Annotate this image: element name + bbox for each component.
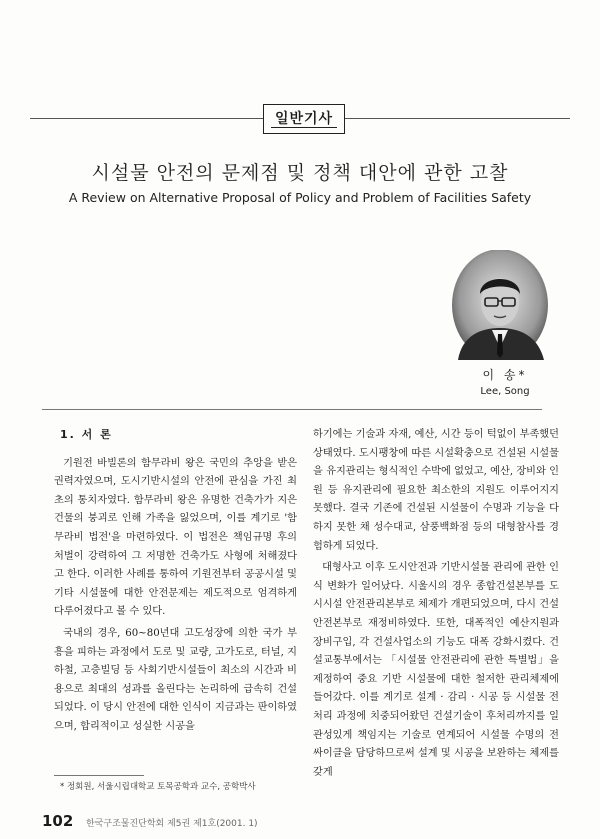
- section-heading: 1. 서 론: [60, 428, 113, 441]
- right-column: [313, 426, 559, 785]
- footnote: * 정회원, 서울시립대학교 토목공학과 교수, 공학박사: [60, 782, 256, 792]
- left-column: [54, 426, 297, 740]
- category-label: [263, 104, 345, 134]
- author-name-english: Lee, Song: [480, 386, 530, 397]
- body-paragraph: 대형사고 이후 도시안전과 기반시설물 관리에 관한 인식 변화가 일어났다. 시울시의 경우 종합건설본부를 도시시설 안전관리본부로 체제가 개편되었으며, 다시 건설안전본부로 재정비하였다. 또한, 대폭적인 예산지원과 장비구입, 각 건설사업소의 기능도 대폭 강화시켰다. 건설교통부에서는 「시설물 안전관리에 관한 특별법」을 제정하여 중요 기반 시설물에 대한 철저한 관리체제에 들어갔다. 이를 계기로 설계 · 감리 · 시공 등 시설물 전처리 과정에 치중되어왔던 건설기술이 후처리까지를 일관성있게 책임지는 기술로 연계되어 시설물 수명의 전 싸이클을 담당하므로써 설계 및 시공을 보완하는 체제를 갖게: [313, 562, 559, 778]
- page-number: 102: [42, 812, 74, 830]
- article-title-korean: 시설물 안전의 문제점 및 정책 대안에 관한 고찰: [91, 162, 509, 184]
- body-paragraph: 기원전 바빌론의 함무라비 왕은 국민의 추앙을 받은 권력자였으며, 도시기반시설의 안전에 관심을 가진 최초의 통치자였다. 함무라비 왕은 유명한 건축가가 지은 건물의 붕괴로 인해 가족을 잃었으며, 이를 계기로 '함무라비 법전'을 마련하였다. 이 법전은 책임규명 후의 처벌이 강력하여 그 저명한 건축가도 사형에 처해졌다고 한다. 이러한 사례를 통하여 기원전부터 공공시설 및 기타 시설물에 대한 안전문제는 제도적으로 엄격하게 다루어졌다고 볼 수 있다.: [54, 457, 297, 618]
- footnote-rule: [54, 775, 144, 776]
- journal-info: 한국구조물진단학회 제5권 제1호(2001. 1): [86, 819, 258, 829]
- section-divider: [42, 409, 542, 410]
- author-photo: [452, 250, 548, 360]
- author-name-korean: 이 송*: [482, 368, 528, 382]
- category-text: 일반기사: [271, 111, 337, 128]
- author-portrait-image: [452, 250, 548, 360]
- article-title-english: A Review on Alternative Proposal of Policy and Problem of Facilities Safety: [68, 190, 532, 205]
- body-paragraph: 국내의 경우, 60~80년대 고도성장에 의한 국가 부흥을 피하는 과정에서 도로 및 교량, 고가도로, 터널, 지하철, 고층빌딩 등 사회기반시설들이 최소의 시간과 비용으로 최대의 성과를 올린다는 논리하에 급속히 건설되었다. 이 당시 안전에 대한 인식이 지금과는 판이하였으며, 합리적이고 성실한 시공을: [54, 627, 297, 732]
- body-paragraph: 하기에는 기술과 자재, 예산, 시간 등이 턱없이 부족했던 상태였다. 도시팽창에 따른 시설확충으로 건설된 시설물을 유지관리는 형식적인 수박에 없었고, 예산, 장비와 인원 등 유지관리에 필요한 최소한의 지원도 이루어지지 못했다. 결국 기존에 건설된 시설물이 수명과 기능을 다하지 못한 채 성수대교, 삼풍백화점 등의 대형참사를 경험하게 되었다.: [313, 429, 559, 552]
